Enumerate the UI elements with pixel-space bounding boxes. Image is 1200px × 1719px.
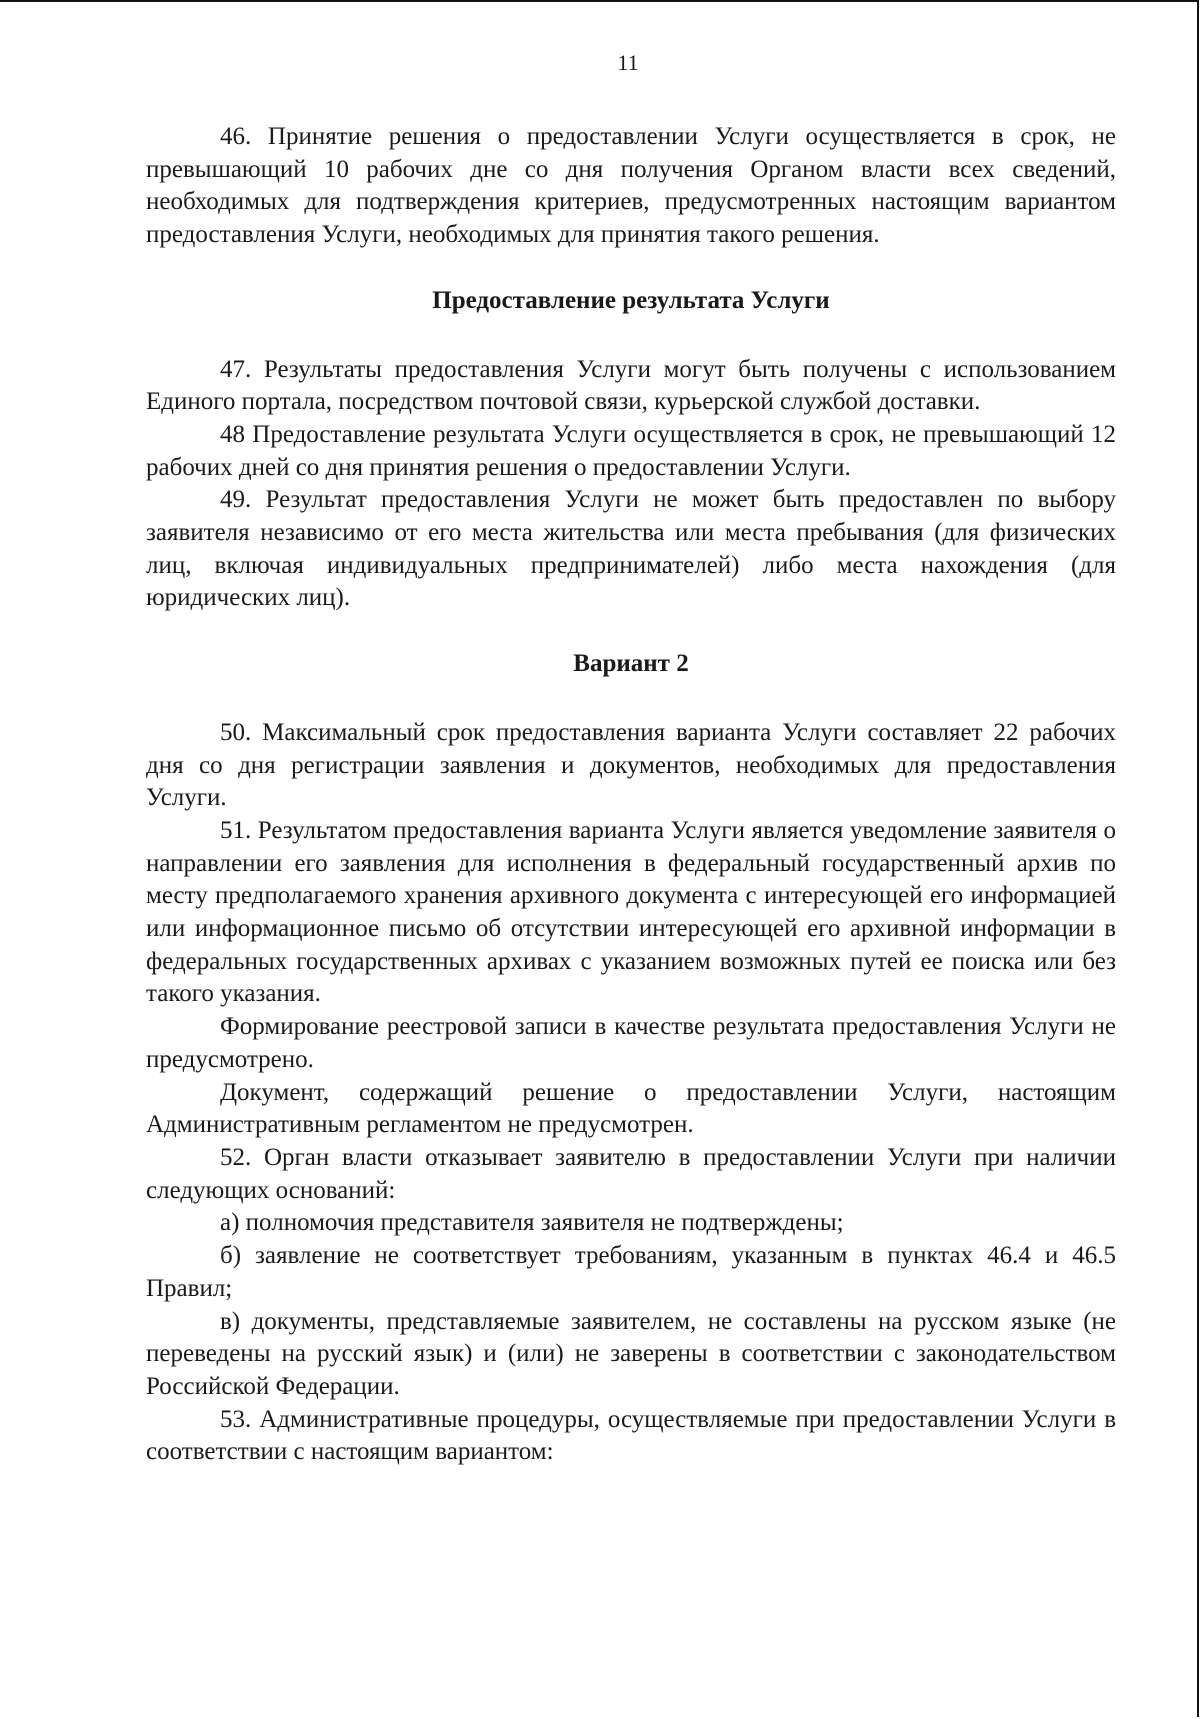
paragraph-50: 50. Максимальный срок предоставления варианта Услуги составляет 22 рабочих дня со дня регистрации заявления и документов, необходимых для предоставления Услуги. — [146, 718, 1116, 812]
paragraph-decision-document: Документ, содержащий решение о предоставлении Услуги, настоящим Административным регламентом не предусмотрен. — [146, 1078, 1116, 1139]
paragraph-49: 49. Результат предоставления Услуги не может быть предоставлен по выбору заявителя независимо от его места жительства или места пребывания (для физических лиц, включая индивидуальных предпринимателей) либо места нахождения (для юридических лиц). — [146, 486, 1116, 612]
list-item-v: в) документы, представляемые заявителем, не составлены на русском языке (не переведены на русский язык) и (или) не заверены в соответствии с законодательством Российской Федерации. — [146, 1307, 1116, 1400]
paragraph-52: 52. Орган власти отказывает заявителю в предоставлении Услуги при наличии следующих оснований: — [146, 1143, 1116, 1204]
paragraph-47: 47. Результаты предоставления Услуги могут быть получены с использованием Единого портала, посредством почтовой связи, курьерской службой доставки. — [146, 355, 1116, 416]
list-item-b: б) заявление не соответствует требованиям, указанным в пунктах 46.4 и 46.5 Правил; — [146, 1242, 1116, 1302]
paragraph-48: 48 Предоставление результата Услуги осуществляется в срок, не превышающий 12 рабочих дней со дня принятия решения о предоставлении Услуги. — [146, 420, 1116, 481]
paragraph-registry-record: Формирование реестровой записи в качестве результата предоставления Услуги не предусмотрено. — [146, 1013, 1116, 1073]
paragraph-53: 53. Административные процедуры, осуществляемые при предоставлении Услуги в соответствии с настоящим вариантом: — [146, 1405, 1116, 1466]
heading-variant-2: Вариант 2 — [573, 650, 689, 678]
list-item-a: а) полномочия представителя заявителя не подтверждены; — [220, 1209, 844, 1237]
paragraph-46: 46. Принятие решения о предоставлении Услуги осуществляется в срок, не превышающий 10 рабочих дне со дня получения Органом власти всех сведений, необходимых для подтверждения критериев, предусмотренных настоящим вариантом предоставления Услуги, необходимых для принятия такого решения. — [146, 123, 1116, 249]
document-body — [146, 121, 1116, 1469]
page-number: 11 — [617, 50, 639, 75]
paragraph-51: 51. Результатом предоставления варианта Услуги является уведомление заявителя о направлении его заявления для исполнения в федеральный государственный архив по месту предполагаемого хранения архивного документа с интересующей его информацией или информационное письмо об отсутствии интересующей его архивной информации в федеральных государственных архивах с указанием возможных путей ее поиска или без такого указания. — [146, 816, 1116, 1008]
heading-service-result: Предоставление результата Услуги — [432, 286, 830, 314]
